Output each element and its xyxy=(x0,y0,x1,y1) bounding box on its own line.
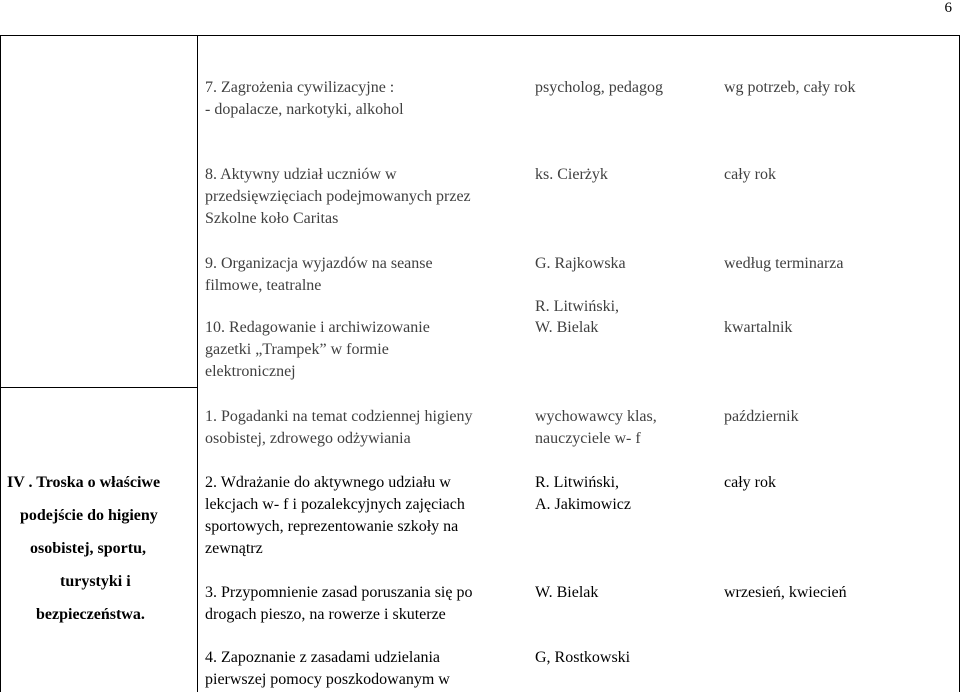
task-iv-3-line-2: drogach pieszo, na rowerze i skuterze xyxy=(205,606,446,623)
task-iv-2-line-1: 2. Wdrażanie do aktywnego udziału w xyxy=(205,474,451,491)
section-4-title-line-5: bezpieczeństwa. xyxy=(36,606,145,623)
deadline-9: według terminarza xyxy=(724,255,844,272)
section-4-title-line-3: osobistej, sportu, xyxy=(30,540,147,557)
responsible-iv-1-line-1: wychowawcy klas, xyxy=(535,408,657,425)
deadline-8: cały rok xyxy=(724,166,776,183)
deadline-7: wg potrzeb, cały rok xyxy=(724,79,856,96)
section-4-title-line-2: podejście do higieny xyxy=(20,507,158,524)
task-10-line-1: 10. Redagowanie i archiwizowanie xyxy=(205,319,430,336)
task-iv-4-line-2: pierwszej pomocy poszkodowanym w xyxy=(205,671,450,688)
table-top-border xyxy=(0,35,960,36)
section-4-title-line-1: IV . Troska o właściwe xyxy=(7,474,161,491)
task-iv-2-line-3: sportowych, reprezentowanie szkoły na xyxy=(205,518,459,535)
page-number: 6 xyxy=(944,0,952,16)
responsible-8: ks. Cierżyk xyxy=(535,166,608,183)
task-9-line-2: filmowe, teatralne xyxy=(205,277,322,294)
task-8-line-2: przedsięwzięciach podejmowanych przez xyxy=(205,188,471,205)
table-left-border xyxy=(0,35,1,692)
responsible-iv-1-line-2: nauczyciele w- f xyxy=(535,430,641,447)
responsible-9: G. Rajkowska xyxy=(535,255,626,272)
deadline-iv-2: cały rok xyxy=(724,474,776,491)
task-iv-4-line-1: 4. Zapoznanie z zasadami udzielania xyxy=(205,649,440,666)
task-10-line-2: gazetki „Trampek” w formie xyxy=(205,341,389,358)
deadline-10: kwartalnik xyxy=(724,319,793,336)
task-7-line-1: 7. Zagrożenia cywilizacyjne : xyxy=(205,79,395,96)
task-iv-2-line-4: zewnątrz xyxy=(205,540,263,557)
deadline-iv-1: październik xyxy=(724,408,799,425)
responsible-10-line-1: R. Litwiński, xyxy=(535,298,620,315)
task-iv-1-line-2: osobistej, zdrowego odżywiania xyxy=(205,430,411,447)
task-iv-3-line-1: 3. Przypomnienie zasad poruszania się po xyxy=(205,584,473,601)
responsible-iv-2-line-1: R. Litwiński, xyxy=(535,474,620,491)
section-divider xyxy=(0,387,197,388)
task-8-line-3: Szkolne koło Caritas xyxy=(205,210,339,227)
task-iv-1-line-1: 1. Pogadanki na temat codziennej higieny xyxy=(205,408,473,425)
task-8-line-1: 8. Aktywny udział uczniów w xyxy=(205,166,397,183)
responsible-7: psycholog, pedagog xyxy=(535,79,663,96)
task-7-line-2: - dopalacze, narkotyki, alkohol xyxy=(205,101,404,118)
column-divider-1 xyxy=(197,35,198,692)
responsible-iv-3: W. Bielak xyxy=(535,584,599,601)
task-9-line-1: 9. Organizacja wyjazdów na seanse xyxy=(205,255,433,272)
deadline-iv-3: wrzesień, kwiecień xyxy=(724,584,847,601)
responsible-iv-2-line-2: A. Jakimowicz xyxy=(535,496,631,513)
task-10-line-3: elektronicznej xyxy=(205,363,296,380)
task-iv-2-line-2: lekcjach w- f i pozalekcyjnych zajęciach xyxy=(205,496,465,513)
responsible-10-line-2: W. Bielak xyxy=(535,319,599,336)
section-4-title-line-4: turystyki i xyxy=(60,573,131,590)
responsible-iv-4: G, Rostkowski xyxy=(535,649,631,666)
